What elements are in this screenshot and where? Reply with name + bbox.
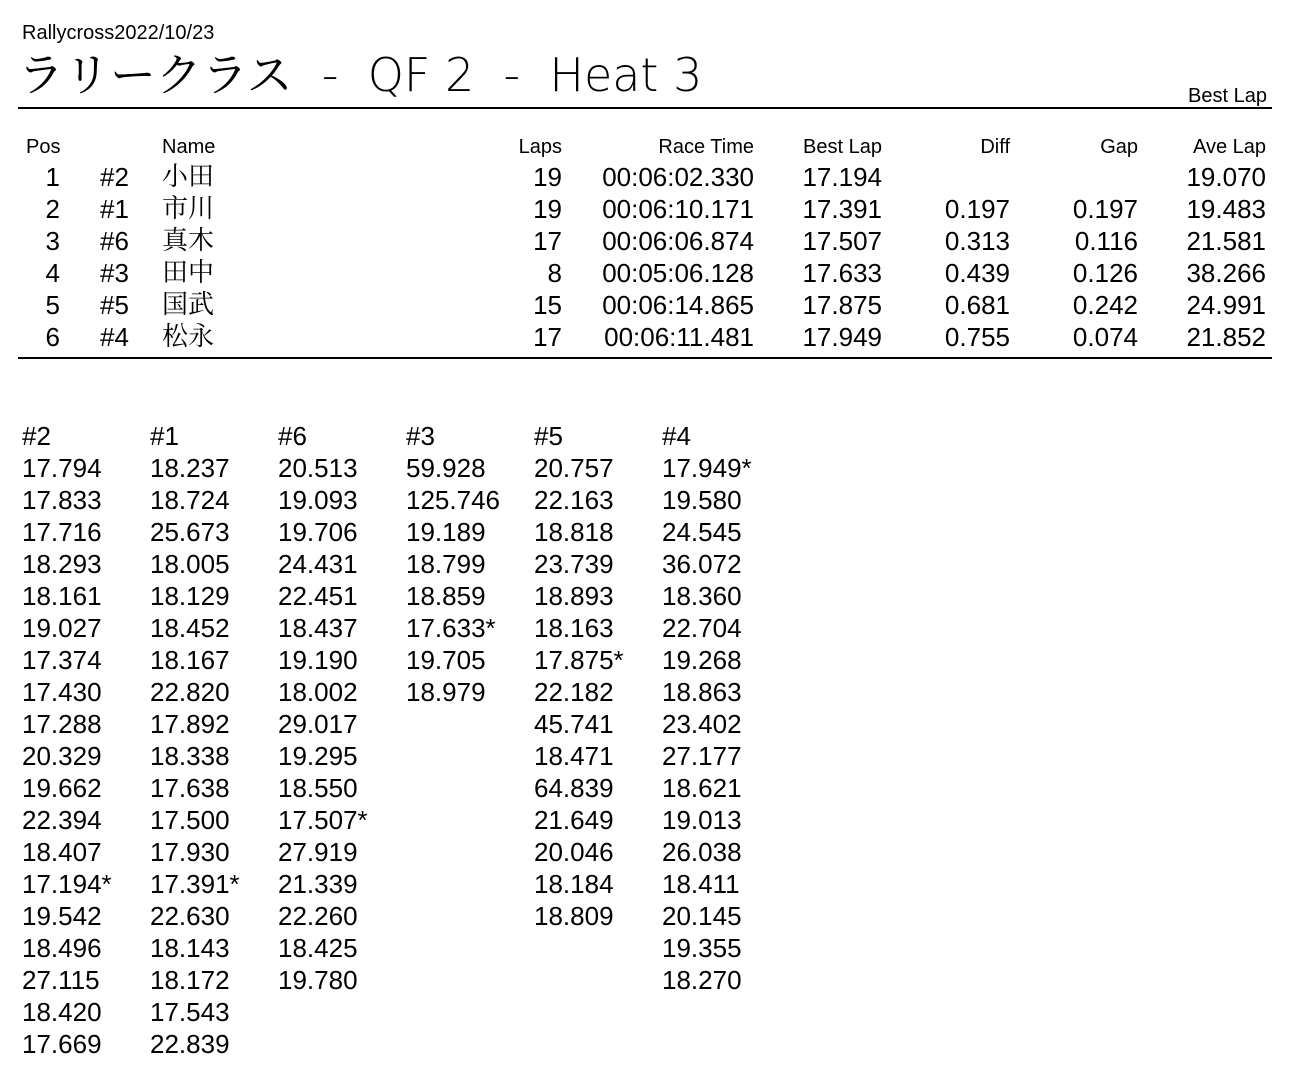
lap-time-value: 19.093 bbox=[278, 485, 358, 515]
lap-time-value: 59.928 bbox=[406, 453, 486, 483]
lap-time-value: 17.949* bbox=[662, 453, 752, 483]
lap-time-value: 27.919 bbox=[278, 837, 358, 867]
best-lap-cell: 17.391 bbox=[802, 194, 882, 224]
lap-time-value: 17.633* bbox=[406, 613, 496, 643]
lap-time-value: 18.437 bbox=[278, 613, 358, 643]
lap-time-value: 19.189 bbox=[406, 517, 486, 547]
lap-time-value: 20.329 bbox=[22, 741, 102, 771]
lap-time-value: 18.859 bbox=[406, 581, 486, 611]
lap-time-value: 21.649 bbox=[534, 805, 614, 835]
gap-cell: 0.197 bbox=[1072, 194, 1138, 224]
pos-cell: 1 bbox=[45, 162, 60, 192]
ave-lap-cell: 38.266 bbox=[1186, 258, 1266, 288]
lap-time-value: 18.338 bbox=[150, 741, 230, 771]
col-header-ave-lap: Ave Lap bbox=[1192, 136, 1266, 158]
lap-time-value: 17.507* bbox=[278, 805, 368, 835]
lap-time-value: 45.741 bbox=[534, 709, 614, 739]
lap-time-value: 36.072 bbox=[662, 549, 742, 579]
race-time-cell: 00:06:10.171 bbox=[602, 194, 754, 224]
lap-times-column bbox=[22, 420, 150, 1060]
lap-column-header: #2 bbox=[22, 421, 51, 451]
lap-time-value: 19.268 bbox=[662, 645, 742, 675]
lap-time-value: 22.839 bbox=[150, 1029, 230, 1059]
ave-lap-cell: 21.852 bbox=[1186, 322, 1266, 352]
lap-column-header: #3 bbox=[406, 421, 435, 451]
car-number-cell: #6 bbox=[100, 226, 129, 256]
pos-cell: 2 bbox=[45, 194, 60, 224]
lap-time-value: 18.818 bbox=[534, 517, 614, 547]
lap-column-header: #6 bbox=[278, 421, 307, 451]
lap-time-value: 17.194* bbox=[22, 869, 112, 899]
lap-time-value: 22.630 bbox=[150, 901, 230, 931]
gap-cell: 0.242 bbox=[1072, 290, 1138, 320]
laps-cell: 15 bbox=[533, 290, 562, 320]
lap-time-value: 19.542 bbox=[22, 901, 102, 931]
car-number-cell: #2 bbox=[100, 162, 129, 192]
gap-cell: 0.074 bbox=[1072, 322, 1138, 352]
lap-time-value: 17.288 bbox=[22, 709, 102, 739]
lap-time-value: 18.161 bbox=[22, 581, 102, 611]
bottom-rule bbox=[18, 357, 1272, 359]
race-time-cell: 00:06:06.874 bbox=[602, 226, 754, 256]
lap-time-value: 19.780 bbox=[278, 965, 358, 995]
lap-time-value: 19.027 bbox=[22, 613, 102, 643]
lap-column-header: #1 bbox=[150, 421, 179, 451]
pos-cell: 6 bbox=[45, 322, 60, 352]
lap-time-value: 18.360 bbox=[662, 581, 742, 611]
lap-time-value: 18.471 bbox=[534, 741, 614, 771]
lap-time-value: 29.017 bbox=[278, 709, 358, 739]
lap-time-value: 17.391* bbox=[150, 869, 240, 899]
best-lap-cell: 17.949 bbox=[802, 322, 882, 352]
lap-time-value: 64.839 bbox=[534, 773, 614, 803]
diff-cell: 0.197 bbox=[944, 194, 1010, 224]
lap-time-value: 17.833 bbox=[22, 485, 102, 515]
lap-time-value: 19.013 bbox=[662, 805, 742, 835]
lap-time-value: 18.420 bbox=[22, 997, 102, 1027]
lap-time-value: 20.757 bbox=[534, 453, 614, 483]
lap-time-value: 24.545 bbox=[662, 517, 742, 547]
ave-lap-cell: 24.991 bbox=[1186, 290, 1266, 320]
lap-times-column bbox=[150, 420, 278, 1060]
lap-time-value: 19.190 bbox=[278, 645, 358, 675]
lap-time-value: 23.402 bbox=[662, 709, 742, 739]
lap-time-value: 22.704 bbox=[662, 613, 742, 643]
lap-time-value: 18.550 bbox=[278, 773, 358, 803]
lap-time-value: 18.863 bbox=[662, 677, 742, 707]
race-time-cell: 00:06:11.481 bbox=[604, 322, 754, 352]
lap-time-value: 17.638 bbox=[150, 773, 230, 803]
lap-time-value: 18.270 bbox=[662, 965, 742, 995]
lap-time-value: 18.979 bbox=[406, 677, 486, 707]
driver-name-cell: 国武 bbox=[162, 290, 215, 320]
race-time-cell: 00:06:14.865 bbox=[602, 290, 754, 320]
col-header-name: Name bbox=[162, 136, 216, 158]
gap-cell: 0.116 bbox=[1074, 226, 1138, 256]
lap-time-value: 18.143 bbox=[150, 933, 230, 963]
lap-time-value: 18.002 bbox=[278, 677, 358, 707]
car-number-cell: #4 bbox=[100, 322, 129, 352]
diff-cell: 0.681 bbox=[944, 290, 1010, 320]
pos-cell: 4 bbox=[45, 258, 60, 288]
laps-cell: 17 bbox=[533, 322, 562, 352]
col-header-pos: Pos bbox=[26, 136, 61, 158]
lap-time-value: 19.355 bbox=[662, 933, 742, 963]
car-number-cell: #1 bbox=[100, 194, 129, 224]
lap-time-value: 18.799 bbox=[406, 549, 486, 579]
lap-column-header: #4 bbox=[662, 421, 691, 451]
lap-time-value: 125.746 bbox=[406, 485, 500, 515]
lap-time-value: 18.496 bbox=[22, 933, 102, 963]
driver-name-cell: 真木 bbox=[162, 226, 215, 256]
col-header-gap: Gap bbox=[1100, 136, 1138, 158]
report-subtitle: Rallycross2022/10/23 bbox=[22, 22, 215, 44]
lap-time-value: 18.724 bbox=[150, 485, 230, 515]
lap-time-value: 17.794 bbox=[22, 453, 102, 483]
lap-time-value: 18.237 bbox=[150, 453, 230, 483]
lap-time-value: 25.673 bbox=[150, 517, 230, 547]
lap-time-value: 17.430 bbox=[22, 677, 102, 707]
col-header-race-time: Race Time bbox=[658, 136, 754, 158]
col-header-best-lap: Best Lap bbox=[803, 136, 882, 158]
lap-time-value: 18.172 bbox=[150, 965, 230, 995]
lap-time-value: 22.163 bbox=[534, 485, 614, 515]
lap-time-value: 21.339 bbox=[278, 869, 358, 899]
car-number-cell: #5 bbox=[100, 290, 129, 320]
lap-time-value: 19.295 bbox=[278, 741, 358, 771]
lap-time-value: 22.260 bbox=[278, 901, 358, 931]
lap-time-value: 22.182 bbox=[534, 677, 614, 707]
best-lap-cell: 17.633 bbox=[802, 258, 882, 288]
lap-time-value: 18.129 bbox=[150, 581, 230, 611]
lap-column-header: #5 bbox=[534, 421, 563, 451]
lap-time-value: 18.407 bbox=[22, 837, 102, 867]
driver-name-cell: 田中 bbox=[162, 258, 215, 288]
page-label: Best Lap bbox=[1188, 85, 1267, 107]
driver-name-cell: 松永 bbox=[162, 322, 215, 352]
lap-time-value: 18.411 bbox=[662, 869, 740, 899]
ave-lap-cell: 21.581 bbox=[1186, 226, 1266, 256]
lap-times-column bbox=[406, 420, 534, 708]
lap-time-value: 18.809 bbox=[534, 901, 614, 931]
laps-cell: 8 bbox=[547, 258, 562, 288]
laps-cell: 19 bbox=[533, 162, 562, 192]
diff-cell: 0.755 bbox=[944, 322, 1010, 352]
driver-name-cell: 市川 bbox=[162, 194, 215, 224]
lap-time-value: 22.820 bbox=[150, 677, 230, 707]
lap-time-value: 17.892 bbox=[150, 709, 230, 739]
lap-time-value: 20.145 bbox=[662, 901, 742, 931]
lap-times-section bbox=[0, 420, 1296, 1070]
lap-time-value: 17.930 bbox=[150, 837, 230, 867]
lap-time-value: 18.163 bbox=[534, 613, 614, 643]
report-title: ラリークラス - QF 2 - Heat 3 bbox=[18, 48, 703, 102]
lap-times-column bbox=[278, 420, 406, 996]
ave-lap-cell: 19.483 bbox=[1186, 194, 1266, 224]
lap-time-value: 17.543 bbox=[150, 997, 230, 1027]
car-number-cell: #3 bbox=[100, 258, 129, 288]
lap-time-value: 19.705 bbox=[406, 645, 486, 675]
lap-time-value: 20.513 bbox=[278, 453, 358, 483]
lap-time-value: 17.875* bbox=[534, 645, 624, 675]
lap-time-value: 23.739 bbox=[534, 549, 614, 579]
col-header-diff: Diff bbox=[980, 136, 1010, 158]
lap-time-value: 20.046 bbox=[534, 837, 614, 867]
lap-time-value: 19.706 bbox=[278, 517, 358, 547]
best-lap-cell: 17.875 bbox=[802, 290, 882, 320]
lap-time-value: 18.167 bbox=[150, 645, 230, 675]
pos-cell: 3 bbox=[45, 226, 60, 256]
laps-cell: 17 bbox=[533, 226, 562, 256]
lap-time-value: 17.500 bbox=[150, 805, 230, 835]
gap-cell: 0.126 bbox=[1072, 258, 1138, 288]
lap-time-value: 18.893 bbox=[534, 581, 614, 611]
lap-times-column bbox=[662, 420, 790, 996]
lap-time-value: 18.425 bbox=[278, 933, 358, 963]
lap-time-value: 24.431 bbox=[278, 549, 358, 579]
col-header-laps: Laps bbox=[518, 136, 562, 158]
pos-cell: 5 bbox=[45, 290, 60, 320]
lap-time-value: 17.716 bbox=[22, 517, 102, 547]
race-time-cell: 00:05:06.128 bbox=[602, 258, 754, 288]
race-time-cell: 00:06:02.330 bbox=[602, 162, 754, 192]
best-lap-cell: 17.507 bbox=[802, 226, 882, 256]
lap-time-value: 27.177 bbox=[662, 741, 742, 771]
lap-time-value: 19.662 bbox=[22, 773, 102, 803]
diff-cell: 0.313 bbox=[944, 226, 1010, 256]
lap-time-value: 18.184 bbox=[534, 869, 614, 899]
lap-time-value: 18.621 bbox=[662, 773, 742, 803]
driver-name-cell: 小田 bbox=[162, 162, 215, 192]
lap-time-value: 22.451 bbox=[278, 581, 358, 611]
lap-time-value: 22.394 bbox=[22, 805, 102, 835]
best-lap-cell: 17.194 bbox=[802, 162, 882, 192]
ave-lap-cell: 19.070 bbox=[1186, 162, 1266, 192]
lap-time-value: 26.038 bbox=[662, 837, 742, 867]
lap-times-column bbox=[534, 420, 662, 932]
lap-time-value: 19.580 bbox=[662, 485, 742, 515]
laps-cell: 19 bbox=[533, 194, 562, 224]
lap-time-value: 18.452 bbox=[150, 613, 230, 643]
diff-cell: 0.439 bbox=[944, 258, 1010, 288]
results-table bbox=[0, 0, 1296, 360]
lap-time-value: 27.115 bbox=[22, 965, 100, 995]
lap-time-value: 18.293 bbox=[22, 549, 102, 579]
lap-time-value: 18.005 bbox=[150, 549, 230, 579]
lap-time-value: 17.374 bbox=[22, 645, 102, 675]
lap-time-value: 17.669 bbox=[22, 1029, 102, 1059]
